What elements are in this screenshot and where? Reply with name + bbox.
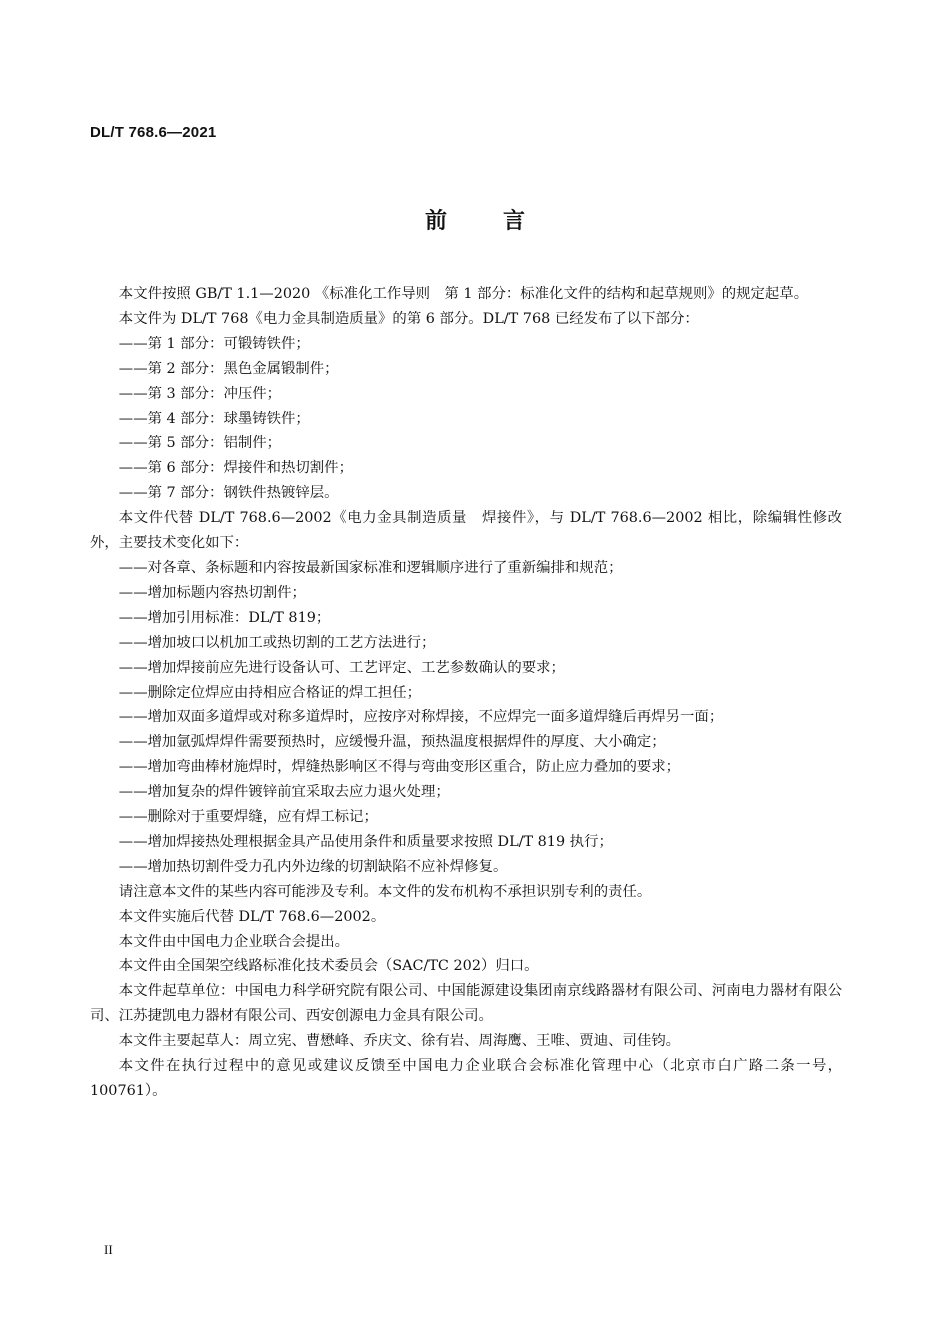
parts-list-item: ——第 1 部分：可锻铸铁件；: [118, 335, 310, 352]
page-number: II: [104, 1242, 113, 1257]
paragraph-drafting-basis: 本文件按照 GB/T 1.1—2020 《标准化工作导则 第 1 部分：标准化文件的结构和起草规则》的规定起草。: [118, 286, 809, 302]
parts-list-item: ——第 3 部分：冲压件；: [118, 385, 282, 402]
changes-list-item: ——增加焊接前应先进行设备认可、工艺评定、工艺参数确认的要求；: [118, 659, 565, 676]
paragraph-feedback: 本文件在执行过程中的意见或建议反馈至中国电力企业联合会标准化管理中心（北京市白广路二条一号，100761）。: [90, 1058, 842, 1099]
standard-code: DL/T 768.6—2021: [90, 124, 217, 141]
paragraph-proposed-by: 本文件由中国电力企业联合会提出。: [118, 933, 350, 950]
changes-list-item: ——增加氩弧焊焊件需要预热时，应缓慢升温，预热温度根据焊件的厚度、大小确定；: [118, 734, 666, 751]
paragraph-drafting-organizations: 本文件起草单位：中国电力科学研究院有限公司、中国能源建设集团南京线路器材有限公司、河南电力器材有限公司、江苏捷凯电力器材有限公司、西安创源电力金具有限公司。: [90, 983, 842, 1025]
changes-list-item: ——增加引用标准：DL/T 819；: [118, 609, 331, 626]
parts-list-item: ——第 7 部分：钢铁件热镀锌层。: [118, 485, 339, 502]
changes-list-item: ——删除定位焊应由持相应合格证的焊工担任；: [118, 684, 422, 701]
changes-list-item: ——增加焊接热处理根据金具产品使用条件和质量要求按照 DL/T 819 执行；: [118, 833, 613, 850]
changes-list-item: ——增加双面多道焊或对称多道焊时，应按序对称焊接，不应焊完一面多道焊缝后再焊另一面；: [118, 709, 724, 726]
paragraph-supersedes: 本文件实施后代替 DL/T 768.6—2002。: [118, 908, 386, 925]
changes-list-item: ——增加弯曲棒材施焊时，焊缝热影响区不得与弯曲变形区重合，防止应力叠加的要求；: [118, 759, 681, 776]
paragraph-under-jurisdiction: 本文件由全国架空线路标准化技术委员会（SAC/TC 202）归口。: [118, 958, 539, 975]
paragraph-series-parts: 本文件为 DL/T 768《电力金具制造质量》的第 6 部分。DL/T 768 已经发布了以下部分：: [118, 310, 699, 327]
changes-list-item: ——删除对于重要焊缝，应有焊工标记；: [118, 809, 378, 826]
paragraph-main-drafters: 本文件主要起草人：周立宪、曹懋峰、乔庆文、徐有岩、周海鹰、王唯、贾迪、司佳钧。: [118, 1033, 681, 1050]
paragraph-patent-notice: 请注意本文件的某些内容可能涉及专利。本文件的发布机构不承担识别专利的责任。: [118, 883, 652, 900]
changes-list-item: ——增加坡口以机加工或热切割的工艺方法进行；: [118, 634, 436, 651]
changes-list-item: ——增加复杂的焊件镀锌前宜采取去应力退火处理；: [118, 784, 450, 801]
parts-list-item: ——第 6 部分：焊接件和热切割件；: [118, 460, 353, 477]
paragraph-replacement: 本文件代替 DL/T 768.6—2002《电力金具制造质量 焊接件》，与 DL/T 768.6—2002 相比，除编辑性修改外，主要技术变化如下：: [90, 510, 842, 552]
changes-list-item: ——增加热切割件受力孔内外边缘的切割缺陷不应补焊修复。: [118, 858, 508, 875]
parts-list-item: ——第 2 部分：黑色金属锻制件；: [118, 360, 339, 377]
parts-list-item: ——第 5 部分：铝制件；: [118, 435, 282, 452]
parts-list-item: ——第 4 部分：球墨铸铁件；: [118, 410, 310, 427]
changes-list-item: ——增加标题内容热切割件；: [118, 584, 306, 601]
document-body: [90, 282, 842, 1104]
page-title: 前言: [424, 209, 581, 234]
changes-list-item: ——对各章、条标题和内容按最新国家标准和逻辑顺序进行了重新编排和规范；: [118, 559, 623, 576]
